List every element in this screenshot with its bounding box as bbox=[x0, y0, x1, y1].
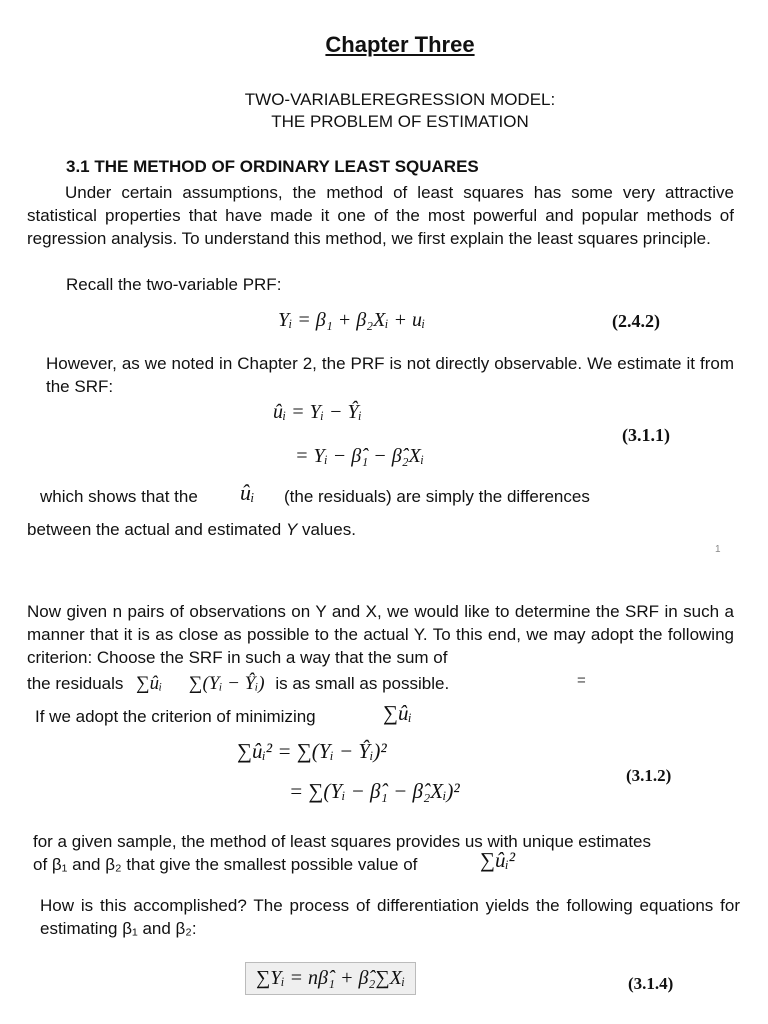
recall-prf-text: Recall the two-variable PRF: bbox=[66, 275, 282, 294]
sum-differences-expression: ∑(Yᵢ − Ŷᵢ) bbox=[188, 673, 265, 694]
sum-residuals-expression: ∑ûᵢ bbox=[136, 673, 163, 694]
equation-number-3-1-2: (3.1.2) bbox=[626, 766, 672, 785]
equation-number-2-4-2: (2.4.2) bbox=[612, 311, 660, 331]
paragraph-differentiation: How is this accomplished? The process of differentiation yields the following equations for estimating β₁ and β₂: bbox=[40, 896, 740, 938]
residuals-text-after: (the residuals) are simply the differences bbox=[284, 487, 590, 506]
paragraph-least-squares-intro: Under certain assumptions, the method of least squares has some very attractive statistical properties that have made it one of the most powerful and popular methods of regression analysis. To understand this method, we first explain the least squares principle. bbox=[27, 183, 734, 248]
stray-mark: = bbox=[577, 672, 586, 689]
page-number: 1 bbox=[715, 544, 721, 555]
residual-symbol: ûᵢ bbox=[240, 480, 255, 505]
residuals-text-before: which shows that the bbox=[40, 487, 198, 506]
paragraph-prf-not-observable: However, as we noted in Chapter 2, the PRF is not directly observable. We estimate it from the SRF: bbox=[46, 354, 734, 396]
equation-number-3-1-1: (3.1.1) bbox=[622, 425, 670, 445]
equation-3-1-1-line-2: = Yᵢ − β̂₁ − β̂₂Xᵢ bbox=[295, 445, 424, 467]
equation-3-1-2-line-1: ∑ûᵢ² = ∑(Yᵢ − Ŷᵢ)² bbox=[237, 739, 387, 763]
equation-3-1-4: ∑Yᵢ = nβ̂₁ + β̂₂∑Xᵢ bbox=[256, 967, 406, 989]
subtitle-line-2: THE PROBLEM OF ESTIMATION bbox=[271, 112, 529, 131]
equation-3-1-2-line-2: = ∑(Yᵢ − β̂₁ − β̂₂Xᵢ)² bbox=[289, 779, 460, 803]
residuals-criterion-line: the residuals ∑ûᵢ ∑(Yᵢ − Ŷᵢ) is as small as possible. bbox=[27, 673, 450, 694]
unique-estimates-line-2: of β₁ and β₂ that give the smallest possible value of bbox=[33, 855, 418, 874]
equation-number-3-1-4: (3.1.4) bbox=[628, 974, 674, 993]
unique-estimates-line-1: for a given sample, the method of least squares provides us with unique estimates bbox=[33, 832, 652, 851]
paragraph-srf-criterion: Now given n pairs of observations on Y and X, we would like to determine the SRF in such a manner that it is as close as possible to the actual Y. To this end, we may adopt the following criterion: Choose the SRF in such a way that the sum of bbox=[27, 602, 734, 667]
section-heading: 3.1 THE METHOD OF ORDINARY LEAST SQUARES bbox=[66, 157, 479, 176]
residuals-text-line-2: between the actual and estimated Y values. bbox=[27, 520, 356, 539]
chapter-title: Chapter Three bbox=[325, 32, 475, 57]
minimizing-sum-expression: ∑ûᵢ bbox=[383, 701, 412, 725]
minimizing-criterion-text: If we adopt the criterion of minimizing bbox=[35, 707, 316, 726]
sum-squared-residuals-expression: ∑ûᵢ² bbox=[480, 848, 516, 872]
subtitle-line-1: TWO-VARIABLEREGRESSION MODEL: bbox=[244, 90, 556, 109]
equation-3-1-1-line-1: ûᵢ = Yᵢ − Ŷᵢ bbox=[273, 401, 362, 423]
equation-prf: Yᵢ = β₁ + β₂Xᵢ + uᵢ bbox=[278, 309, 426, 331]
equation-3-1-4-box bbox=[245, 962, 416, 995]
